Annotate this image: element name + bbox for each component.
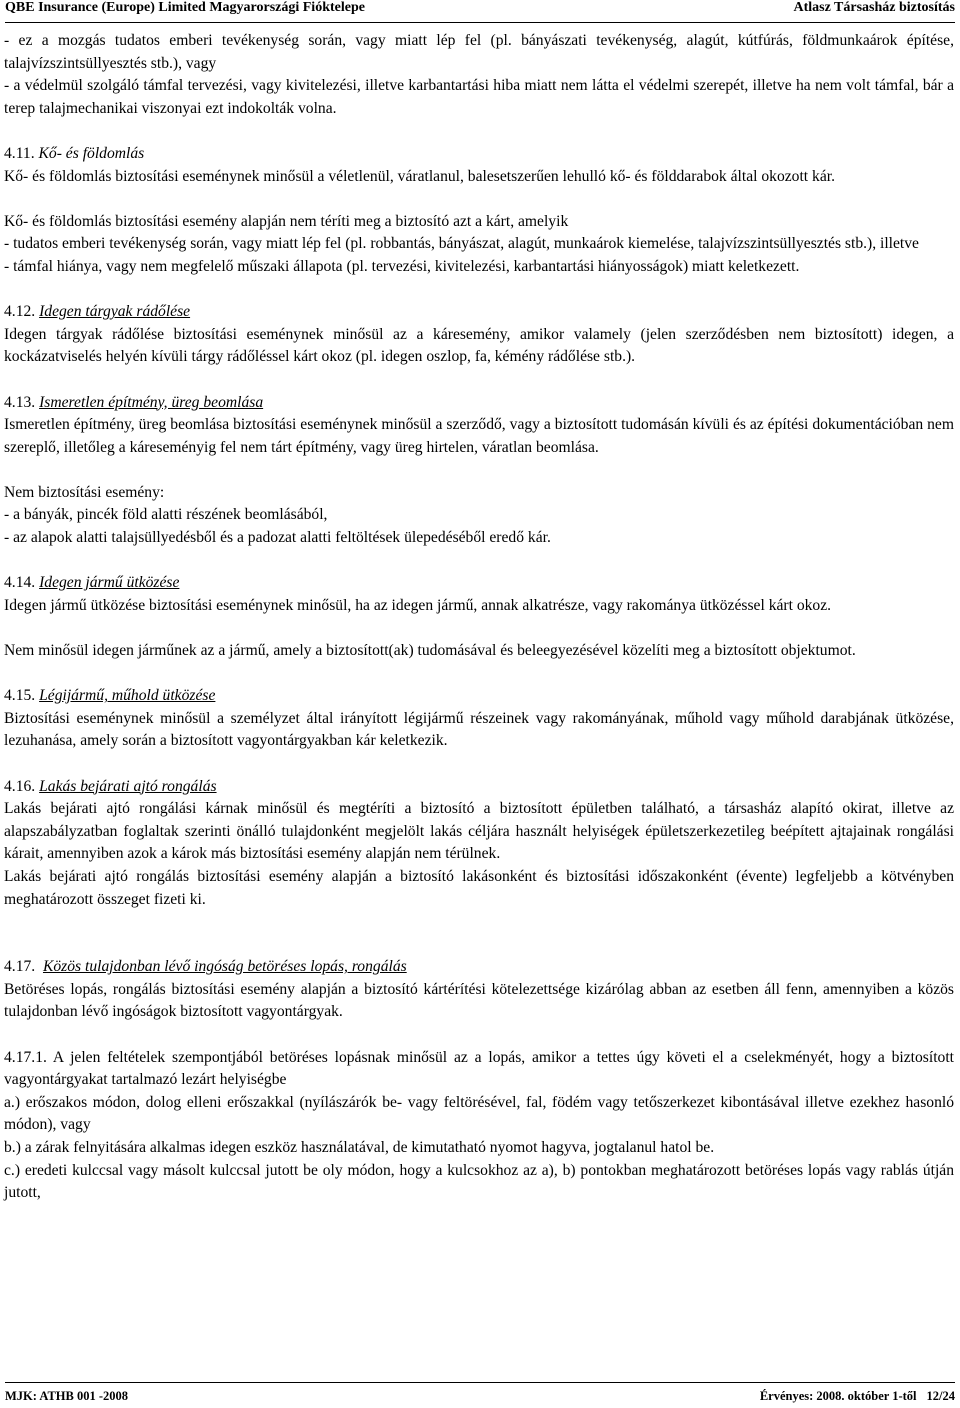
section-title: Lakás bejárati ajtó rongálás — [39, 777, 217, 795]
paragraph: Lakás bejárati ajtó rongálási kárnak minősül és megtéríti a biztosító a biztosított épületben található, a társasház alapító okirat, illetve az alapszabályzatban foglaltak szerinti önálló tulajdonként megjelölt lakás céljára használt helyiségek épületszerkezetileg beépített ajtajainak rongálási kárait, amennyiben azok a károk más biztosítási esemény alapján nem térülnek. — [4, 800, 954, 863]
paragraph: Lakás bejárati ajtó rongálás biztosítási esemény alapján a biztosító lakásonként és biztosítási időszakonként (évente) legfeljebb a kötvényben meghatározott összeget fizeti ki. — [4, 867, 954, 908]
paragraph: Idegen tárgyak rádőlése biztosítási eseménynek minősül az a káresemény, amikor valamely (jelen szerződésben nem biztosított) idegen, a kockázatviselés helyén kívüli tárgy rádőléssel kárt okoz (pl. idegen oszlop, fa, kémény rádőlése stb.). — [4, 325, 954, 366]
paragraph: 4.17.1. A jelen feltételek szempontjából betöréses lopásnak minősül az a lopás, amikor a tettes úgy követi el a cselekményét, hogy a biztosított vagyontárgyakat tartalmazó lezárt helyiségbe — [4, 1048, 954, 1089]
paragraph: c.) eredeti kulccsal vagy másolt kulccsal jutott be oly módon, hogy a kulcsokhoz az a), b) pontokban meghatározott betöréses lopás vagy rablás útján jutott, — [4, 1161, 954, 1202]
paragraph: Kő- és földomlás biztosítási eseménynek minősül a véletlenül, váratlanul, balesetszerűen lehulló kő- és földdarabok által okozott kár. — [4, 167, 835, 185]
footer-page-number: 12/24 — [926, 1389, 955, 1403]
section-heading-4-13 — [4, 392, 954, 415]
paragraph: - tudatos emberi tevékenység során, vagy miatt lép fel (pl. robbantás, bányászat, alagút, munkaárok kiemelése, talajvízszintsüllyesztés stb.), illetve — [4, 235, 919, 253]
section-heading-4-12 — [4, 301, 954, 324]
section-heading-4-14 — [4, 572, 954, 595]
paragraph: Ismeretlen építmény, üreg beomlása biztosítási eseménynek minősül a szerződő, vagy a biztosított tudomásán kívüli és az építési dokumentációban nem szereplő, illetőleg a káreseményig fel nem tárt építmény, vagy üreg hirtelen, váratlan beomlása. — [4, 416, 954, 456]
section-heading-4-11 — [4, 143, 954, 166]
header-company: QBE Insurance (Europe) Limited Magyarországi Fióktelepe — [5, 0, 365, 16]
footer-document-code: MJK: ATHB 001 -2008 — [5, 1389, 129, 1403]
paragraph: - ez a mozgás tudatos emberi tevékenység során, vagy miatt lép fel (pl. bányászati tevékenység, alagút, kútfúrás, földmunkaárok építése, talajvízszintsüllyesztés stb.), vagy — [4, 32, 954, 72]
paragraph: Idegen jármű ütközése biztosítási eseménynek minősül, ha az idegen jármű, annak alkatrésze, vagy rakománya ütközéssel kárt okoz. — [4, 596, 832, 614]
paragraph: - a bányák, pincék föld alatti részének beomlásából, — [4, 506, 328, 524]
paragraph: a.) erőszakos módon, dolog elleni erőszakkal (nyílászárók be- vagy feltörésével, fal, födém vagy tetőszerkezet kibontásával illetve ezekhez hasonló módon), vagy — [4, 1093, 954, 1134]
paragraph: Nem minősül idegen járműnek az a jármű, amely a biztosított(ak) tudomásával és beleegyezésével közelíti meg a biztosított objektumot. — [4, 642, 856, 660]
section-title: Közös tulajdonban lévő ingóság betöréses lopás, rongálás — [42, 958, 407, 976]
header-product: Atlasz Társasház biztosítás — [793, 0, 955, 16]
footer-right — [750, 1385, 955, 1408]
section-heading-4-16 — [4, 776, 954, 799]
paragraph: Nem biztosítási esemény: — [4, 483, 165, 501]
section-number: 4.17. — [4, 958, 43, 976]
section-number: 4.13. — [4, 393, 40, 411]
section-number: 4.12. — [4, 303, 40, 321]
section-heading-4-17 — [4, 956, 954, 979]
section-title: Ismeretlen építmény, üreg beomlása — [39, 393, 264, 411]
section-title: Idegen jármű ütközése — [39, 574, 180, 592]
paragraph: Biztosítási eseménynek minősül a személyzet által irányított légijármű részeinek vagy rakományának, műhold vagy műhold darabjának ütközése, lezuhanása, amely során a biztosított vagyontárgyakban kár keletkezik. — [4, 709, 954, 750]
section-number: 4.15. — [4, 687, 40, 705]
paragraph: - támfal hiánya, vagy nem megfelelő műszaki állapota (pl. tervezési, kivitelezési, karbantartási hiányosságok) miatt keletkezett. — [4, 257, 800, 275]
paragraph: - a védelmül szolgáló támfal tervezési, vagy kivitelezési, illetve karbantartási hiba miatt nem látta el védelmi szerepét, illetve ha nem volt támfal, bár a terep talajmechanikai viszonyai ezt indokolták volna. — [4, 77, 954, 117]
paragraph: Kő- és földomlás biztosítási esemény alapján nem téríti meg a biztosító azt a kárt, amelyik — [4, 212, 569, 230]
section-number: 4.16. — [4, 777, 40, 795]
section-number: 4.11. — [4, 144, 39, 162]
section-title: Kő- és földomlás — [38, 144, 145, 162]
section-title: Légijármű, műhold ütközése — [39, 687, 216, 705]
paragraph: - az alapok alatti talajsüllyedésből és a padozat alatti feltöltések ülepedéséből eredő kár. — [4, 529, 551, 547]
page-content — [4, 30, 954, 1205]
section-number: 4.14. — [4, 574, 40, 592]
section-title: Idegen tárgyak rádőlése — [39, 303, 191, 321]
footer-valid-from: Érvényes: 2008. október 1-től — [759, 1389, 917, 1403]
paragraph: Betöréses lopás, rongálás biztosítási esemény alapján a biztosító kártérítési kötelezettsége kizárólag abban az esetben áll fenn, amennyiben a közös tulajdonban lévő ingóságok biztosított vagyontárgyak. — [4, 980, 954, 1021]
page-header — [5, 0, 955, 23]
paragraph: b.) a zárak felnyitására alkalmas idegen eszköz használatával, de kimutatható nyomot hagyva, jogtalanul hatol be. — [4, 1138, 715, 1156]
section-heading-4-15 — [4, 685, 954, 708]
page-footer — [5, 1382, 955, 1402]
